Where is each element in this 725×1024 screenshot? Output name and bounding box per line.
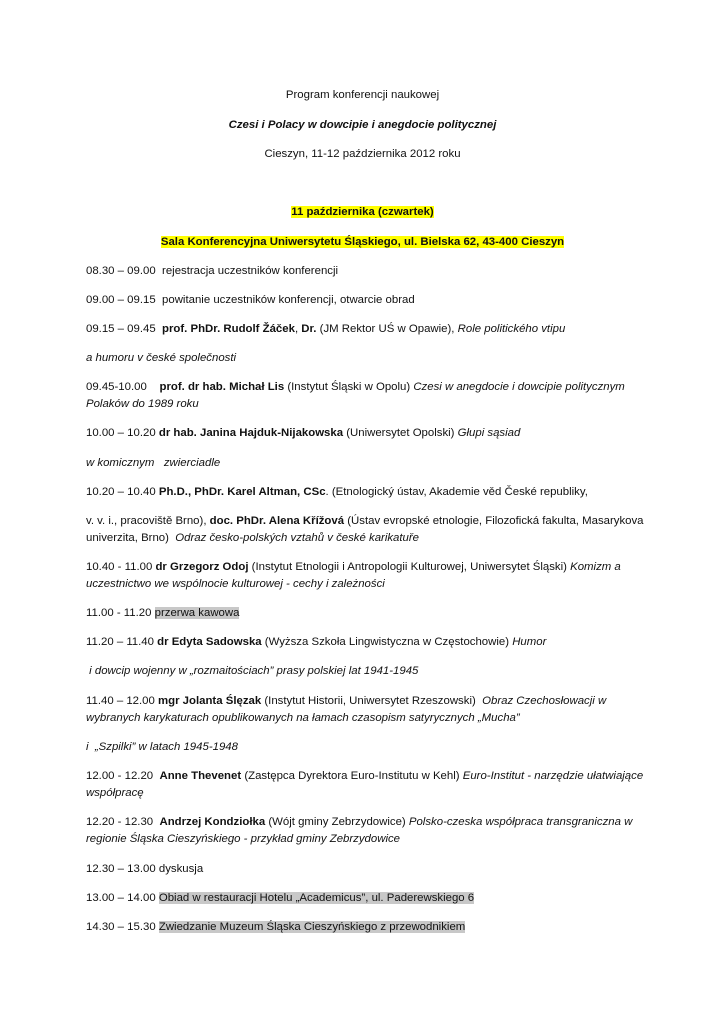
agenda-item-odoj: 10.40 - 11.00 dr Grzegorz Odoj (Instytut Etnologii i Antropologii Kulturowej, Uniwersytet Śląski) Komizm a: [86, 561, 621, 573]
agenda-item-museum: 14.30 – 15.30 Zwiedzanie Muzeum Śląska Cieszyńskiego z przewodnikiem: [86, 921, 466, 933]
agenda-item-sadowska-cont: i dowcip wojenny w „rozmaitościach” prasy polskiej lat 1941-1945: [86, 665, 419, 677]
day-heading: 11 października (czwartek): [291, 206, 434, 218]
agenda-item-kondziolka: 12.20 - 12.30 Andrzej Kondziołka (Wójt gminy Zebrzydowice) Polsko-czeska współpraca transgraniczna w: [86, 816, 633, 828]
agenda-item-kondziolka-cont: regionie Śląska Cieszyńskiego - przykład gminy Zebrzydowice: [86, 833, 401, 845]
agenda-item-thevenet: 12.00 - 12.20 Anne Thevenet (Zastępca Dyrektora Euro-Institutu w Kehl) Euro-Institut - narzędzie ułatwiające: [86, 770, 644, 782]
agenda-item-slezak-cont: wybranych karykaturach opublikowanych na łamach czasopism satyrycznych „Mucha”: [86, 712, 520, 724]
agenda-item-slezak: 11.40 – 12.00 mgr Jolanta Ślęzak (Instytut Historii, Uniwersytet Rzeszowski) Obraz Czechosłowacji w: [86, 695, 607, 707]
agenda-item-discussion: 12.30 – 13.00 dyskusja: [86, 863, 204, 875]
agenda-item-lunch: 13.00 – 14.00 Obiad w restauracji Hotelu „Academicus”, ul. Paderewskiego 6: [86, 892, 475, 904]
agenda-item-welcome: 09.00 – 09.15 powitanie uczestników konferencji, otwarcie obrad: [86, 294, 415, 306]
agenda-item-hajduk: 10.00 – 10.20 dr hab. Janina Hajduk-Nijakowska (Uniwersytet Opolski) Głupi sąsiad: [86, 427, 521, 439]
agenda-item-altman: 10.20 – 10.40 Ph.D., PhDr. Karel Altman, CSc. (Etnologický ústav, Akademie věd České republiky,: [86, 486, 588, 498]
agenda-item-lis: 09.45-10.00 prof. dr hab. Michał Lis (Instytut Śląski w Opolu) Czesi w anegdocie i dowcipie politycznym: [86, 381, 625, 393]
conference-title: Czesi i Polacy w dowcipie i anegdocie politycznej: [228, 119, 497, 131]
agenda-item-zacek: 09.15 – 09.45 prof. PhDr. Rudolf Žáček, Dr. (JM Rektor UŚ w Opawie), Role politického vtipu: [86, 323, 566, 335]
agenda-item-registration: 08.30 – 09.00 rejestracja uczestników konferencji: [86, 265, 339, 277]
program-heading: Program konferencji naukowej: [285, 89, 440, 101]
agenda-item-thevenet-cont: współpracę: [86, 787, 144, 799]
agenda-item-odoj-cont: uczestnictwo we wspólnocie kulturowej - cechy i zależności: [86, 578, 385, 590]
agenda-item-zacek-cont: a humoru v české společnosti: [86, 352, 237, 364]
agenda-item-slezak-cont2: i „Szpilki” w latach 1945-1948: [86, 741, 238, 753]
agenda-item-coffee-break: 11.00 - 11.20 przerwa kawowa: [86, 607, 240, 619]
conference-date-place: Cieszyn, 11-12 października 2012 roku: [264, 148, 461, 160]
venue-heading: Sala Konferencyjna Uniwersytetu Śląskiego, ul. Bielska 62, 43-400 Cieszyn: [160, 236, 565, 248]
agenda-item-krizova-cont: univerzita, Brno) Odraz česko-polských vztahů v české karikatuře: [86, 532, 420, 544]
agenda-item-lis-cont: Polaków do 1989 roku: [86, 398, 199, 410]
agenda-item-sadowska: 11.20 – 11.40 dr Edyta Sadowska (Wyższa Szkoła Lingwistyczna w Częstochowie) Humor: [86, 636, 547, 648]
agenda-item-krizova: v. v. i., pracoviště Brno), doc. PhDr. Alena Křížová (Ústav evropské etnologie, Filozofická fakulta, Masarykova: [86, 515, 644, 527]
agenda-item-hajduk-cont: w komicznym zwierciadle: [86, 457, 221, 469]
